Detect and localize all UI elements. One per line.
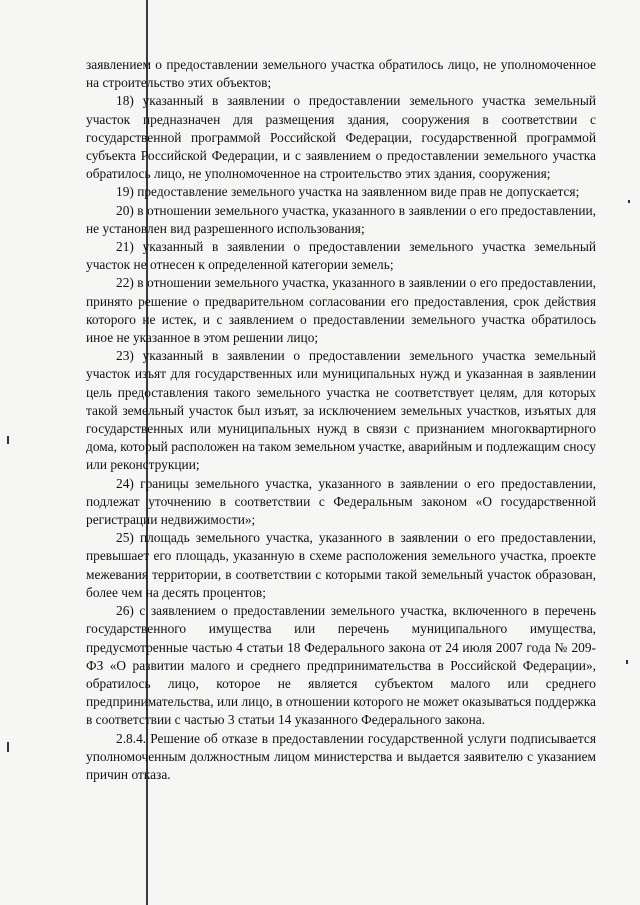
paragraph-item-25: 25) площадь земельного участка, указанного в заявлении о его предоставлении, превышает его площадь, указанную в схеме расположения земельного участка, проекте межевания территории, в соответствии с которыми такой земельный участок образован, более чем на десять процентов; xyxy=(86,530,596,600)
paragraph-item-21: 21) указанный в заявлении о предоставлении земельного участка земельный участок не отнесен к определенной категории земель; xyxy=(86,239,596,273)
document-body xyxy=(86,56,596,784)
paragraph-item-18: 18) указанный в заявлении о предоставлении земельного участка земельный участок предназначен для размещения здания, сооружения в соответствии с государственной программой Российской Федерации, государственной программой субъекта Российской Федерации, и с заявлением о предоставлении земельного участка обратилось лицо, не уполномоченное на строительство этих здания, сооружения; xyxy=(86,93,596,182)
scan-speck xyxy=(628,200,630,203)
scan-speck xyxy=(626,660,628,664)
paragraph-item-23: 23) указанный в заявлении о предоставлении земельного участка земельный участок изъят для государственных или муниципальных нужд и указанная в заявлении цель предоставления такого земельного участка не соответствует целям, для которых такой земельный участок был изъят, за исключением земельных участков, изъятых для государственных или муниципальных нужд в связи с признанием многоквартирного дома, который расположен на таком земельном участке, аварийным и подлежащим сносу или реконструкции; xyxy=(86,348,596,473)
paragraph-item-24: 24) границы земельного участка, указанного в заявлении о его предоставлении, подлежат уточнению в соответствии с Федеральным законом «О государственной регистрации недвижимости»; xyxy=(86,475,596,528)
paragraph-item-22: 22) в отношении земельного участка, указанного в заявлении о его предоставлении, принято решение о предварительном согласовании его предоставления, срок действия которого не истек, и с заявлением о предоставлении земельного участка обратилось иное не указанное в этом решении лицо; xyxy=(86,275,596,346)
scan-speck xyxy=(7,436,9,444)
paragraph-item-20: 20) в отношении земельного участка, указанного в заявлении о его предоставлении, не установлен вид разрешенного использования; xyxy=(86,202,596,236)
paragraph-continuation: заявлением о предоставлении земельного участка обратилось лицо, не уполномоченное на строительство этих объектов; xyxy=(86,57,596,91)
paragraph-item-19: 19) предоставление земельного участка на заявленном виде прав не допускается; xyxy=(116,184,580,200)
paragraph-section-2-8-4: 2.8.4. Решение об отказе в предоставлении государственной услуги подписывается уполномоченным должностным лицом министерства и выдается заявителю с указанием причин отказа. xyxy=(86,730,596,782)
scan-speck xyxy=(7,742,9,752)
paragraph-item-26: 26) с заявлением о предоставлении земельного участка, включенного в перечень государственного имущества или перечень муниципального имущества, предусмотренные частью 4 статьи 18 Федерального закона от 24 июля 2007 года № 209-ФЗ «О развитии малого и среднего предпринимательства в Российской Федерации», обратилось лицо, которое не является субъектом малого или среднего предпринимательства, или лицо, в отношении которого не может оказываться поддержка в соответствии с частью 3 статьи 14 указанного Федерального закона. xyxy=(86,603,596,728)
